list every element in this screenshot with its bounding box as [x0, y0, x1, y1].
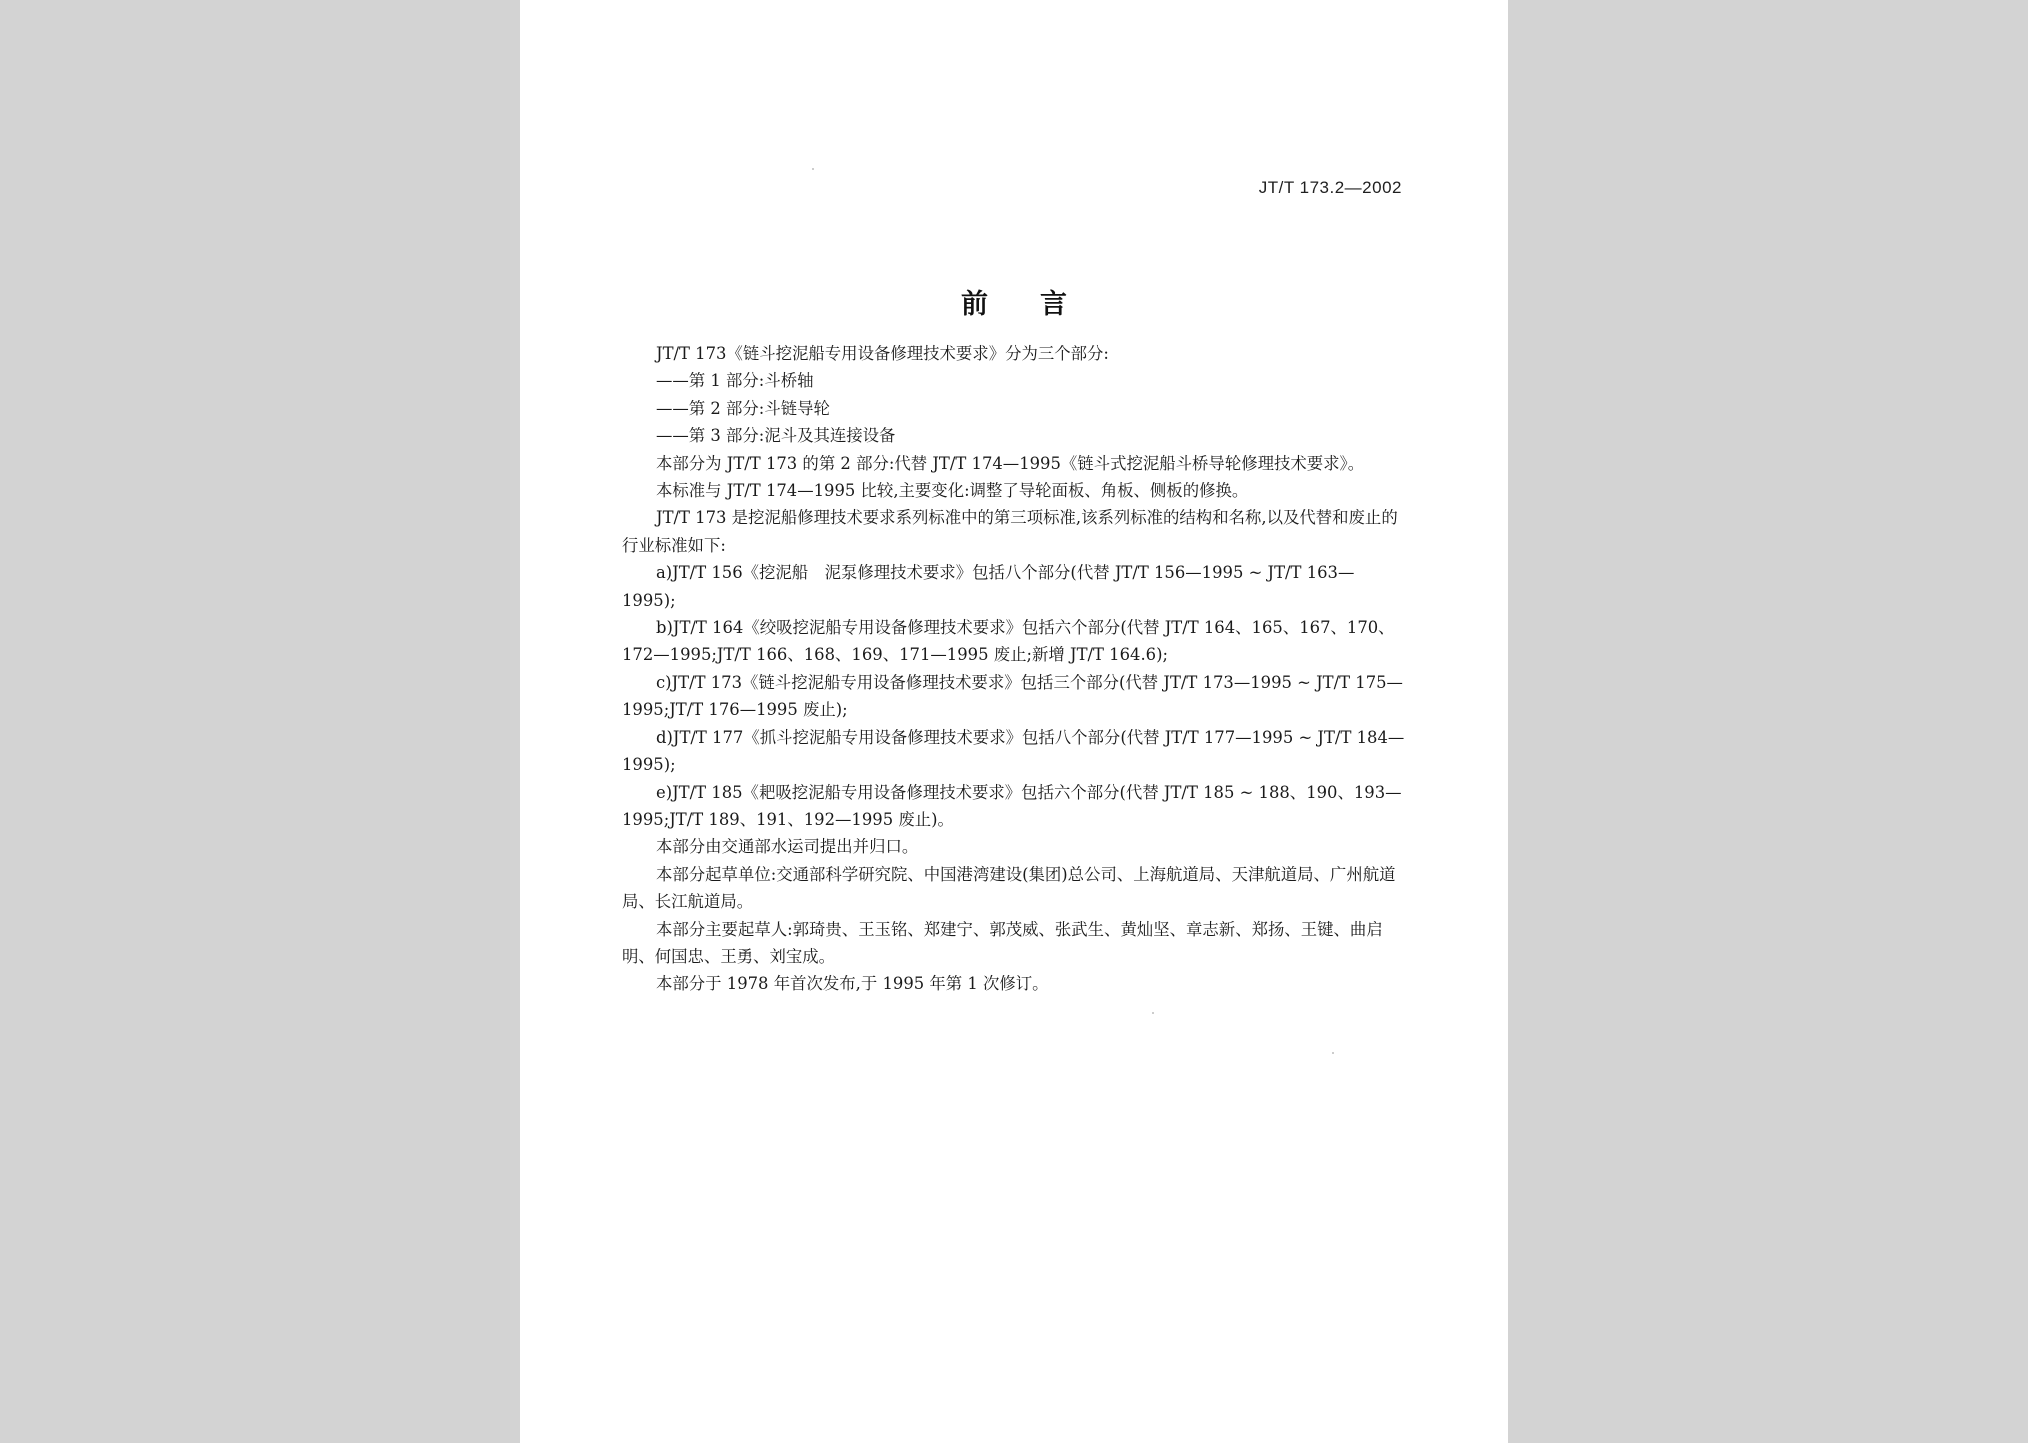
document-body	[622, 340, 1406, 998]
paragraph: ——第 3 部分:泥斗及其连接设备	[656, 426, 896, 446]
paragraph: 本标准与 JT/T 174—1995 比较,主要变化:调整了导轮面板、角板、侧板的修换。	[656, 481, 1249, 501]
paragraph: 本部分由交通部水运司提出并归口。	[656, 837, 919, 857]
paragraph: 本部分为 JT/T 173 的第 2 部分:代替 JT/T 174—1995《链斗式挖泥船斗桥导轮修理技术要求》。	[656, 453, 1365, 473]
document-page	[520, 0, 1508, 1443]
paragraph: JT/T 173《链斗挖泥船专用设备修理技术要求》分为三个部分:	[656, 344, 1109, 363]
list-item: e)JT/T 185《耙吸挖泥船专用设备修理技术要求》包括六个部分(代替 JT/T 185 ~ 188、190、193—1995;JT/T 189、191、192—1995 废止)。	[622, 782, 1402, 829]
page-title: 前言	[961, 289, 1119, 320]
paragraph: 本部分主要起草人:郭琦贵、王玉铭、郑建宁、郭茂威、张武生、黄灿坚、章志新、郑扬、王键、曲启明、何国忠、王勇、刘宝成。	[622, 919, 1383, 966]
scan-speck	[1332, 1052, 1334, 1054]
list-item: b)JT/T 164《绞吸挖泥船专用设备修理技术要求》包括六个部分(代替 JT/T 164、165、167、170、172—1995;JT/T 166、168、169、171—1995 废止;新增 JT/T 164.6);	[622, 618, 1395, 665]
paragraph: JT/T 173 是挖泥船修理技术要求系列标准中的第三项标准,该系列标准的结构和名称,以及代替和废止的行业标准如下:	[622, 508, 1398, 555]
list-item: a)JT/T 156《挖泥船 泥泵修理技术要求》包括八个部分(代替 JT/T 156—1995 ~ JT/T 163—1995);	[622, 563, 1355, 610]
paragraph: 本部分于 1978 年首次发布,于 1995 年第 1 次修订。	[656, 974, 1049, 994]
list-item: d)JT/T 177《抓斗挖泥船专用设备修理技术要求》包括八个部分(代替 JT/T 177—1995 ~ JT/T 184—1995);	[622, 727, 1405, 775]
paragraph: ——第 2 部分:斗链导轮	[656, 398, 830, 418]
list-item: c)JT/T 173《链斗挖泥船专用设备修理技术要求》包括三个部分(代替 JT/T 173—1995 ~ JT/T 175—1995;JT/T 176—1995 废止);	[622, 672, 1403, 720]
paragraph: ——第 1 部分:斗桥轴	[656, 371, 814, 391]
standard-code: JT/T 173.2—2002	[1258, 178, 1402, 197]
paragraph: 本部分起草单位:交通部科学研究院、中国港湾建设(集团)总公司、上海航道局、天津航道局、广州航道局、长江航道局。	[622, 864, 1396, 912]
scan-speck	[1152, 1012, 1154, 1014]
scan-speck	[812, 168, 814, 170]
